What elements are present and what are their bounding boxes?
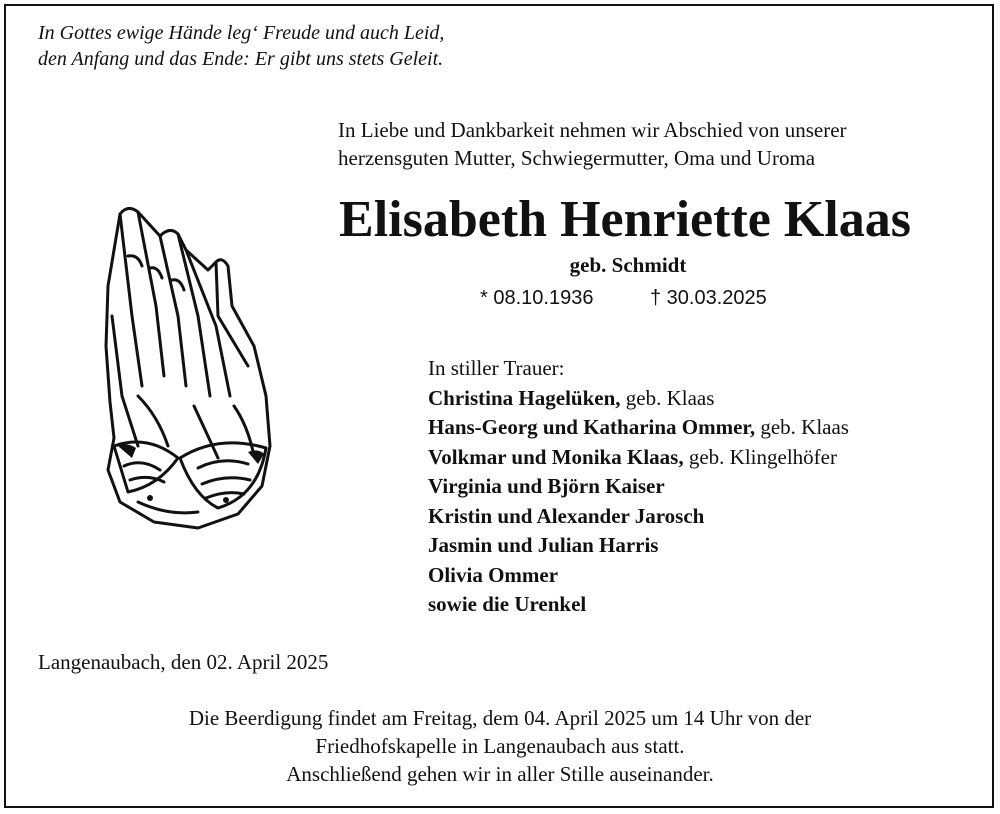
mourner-entry [428, 590, 849, 620]
funeral-line: Friedhofskapelle in Langenaubach aus statt. [315, 734, 685, 758]
mourner-note: geb. Klaas [620, 385, 715, 410]
mourner-entry [428, 443, 849, 473]
mourner-name: Hans-Georg und Katharina Ommer, [428, 415, 756, 439]
intro-text [338, 116, 847, 172]
intro-line: herzensguten Mutter, Schwiegermutter, Oma und Uroma [338, 146, 816, 170]
birth-date: * 08.10.1936 [480, 287, 594, 309]
mourner-entry [428, 502, 849, 532]
funeral-line: Anschließend gehen wir in aller Stille auseinander. [286, 762, 714, 786]
mourner-name: Olivia Ommer [428, 562, 559, 587]
mourner-name: Kristin und Alexander Jarosch [428, 503, 705, 528]
mourner-note: geb. Klingelhöfer [683, 444, 837, 469]
funeral-info [0, 704, 1000, 788]
mourner-entry [428, 384, 849, 414]
birth-name: geb. Schmidt [569, 253, 687, 277]
mourner-note: geb. Klaas [755, 415, 849, 439]
mourner-name: Volkmar und Monika Klaas, [428, 444, 684, 469]
place-and-date: Langenaubach, den 02. April 2025 [38, 650, 329, 674]
intro-line: In Liebe und Dankbarkeit nehmen wir Abschied von unserer [338, 118, 847, 142]
motto-line: In Gottes ewige Hände leg‘ Freude und auch Leid, [38, 22, 445, 44]
mourner-name: Christina Hagelüken, [428, 385, 621, 410]
mourner-entry [428, 561, 849, 591]
mourner-name: Jasmin und Julian Harris [428, 533, 659, 557]
mourner-entry [428, 531, 849, 561]
death-date: † 30.03.2025 [650, 287, 767, 309]
mourners-list [428, 354, 849, 620]
mourner-entry [428, 472, 849, 502]
funeral-line: Die Beerdigung findet am Freitag, dem 04. April 2025 um 14 Uhr von der [188, 706, 812, 730]
motto-verse [38, 20, 444, 72]
motto-line: den Anfang und das Ende: Er gibt uns stets Geleit. [38, 48, 444, 70]
mourners-heading: In stiller Trauer: [428, 356, 565, 380]
mourner-name: sowie die Urenkel [428, 592, 587, 616]
mourner-entry [428, 413, 849, 443]
mourner-name: Virginia und Björn Kaiser [428, 474, 665, 498]
deceased-name: Elisabeth Henriette Klaas [339, 191, 911, 248]
